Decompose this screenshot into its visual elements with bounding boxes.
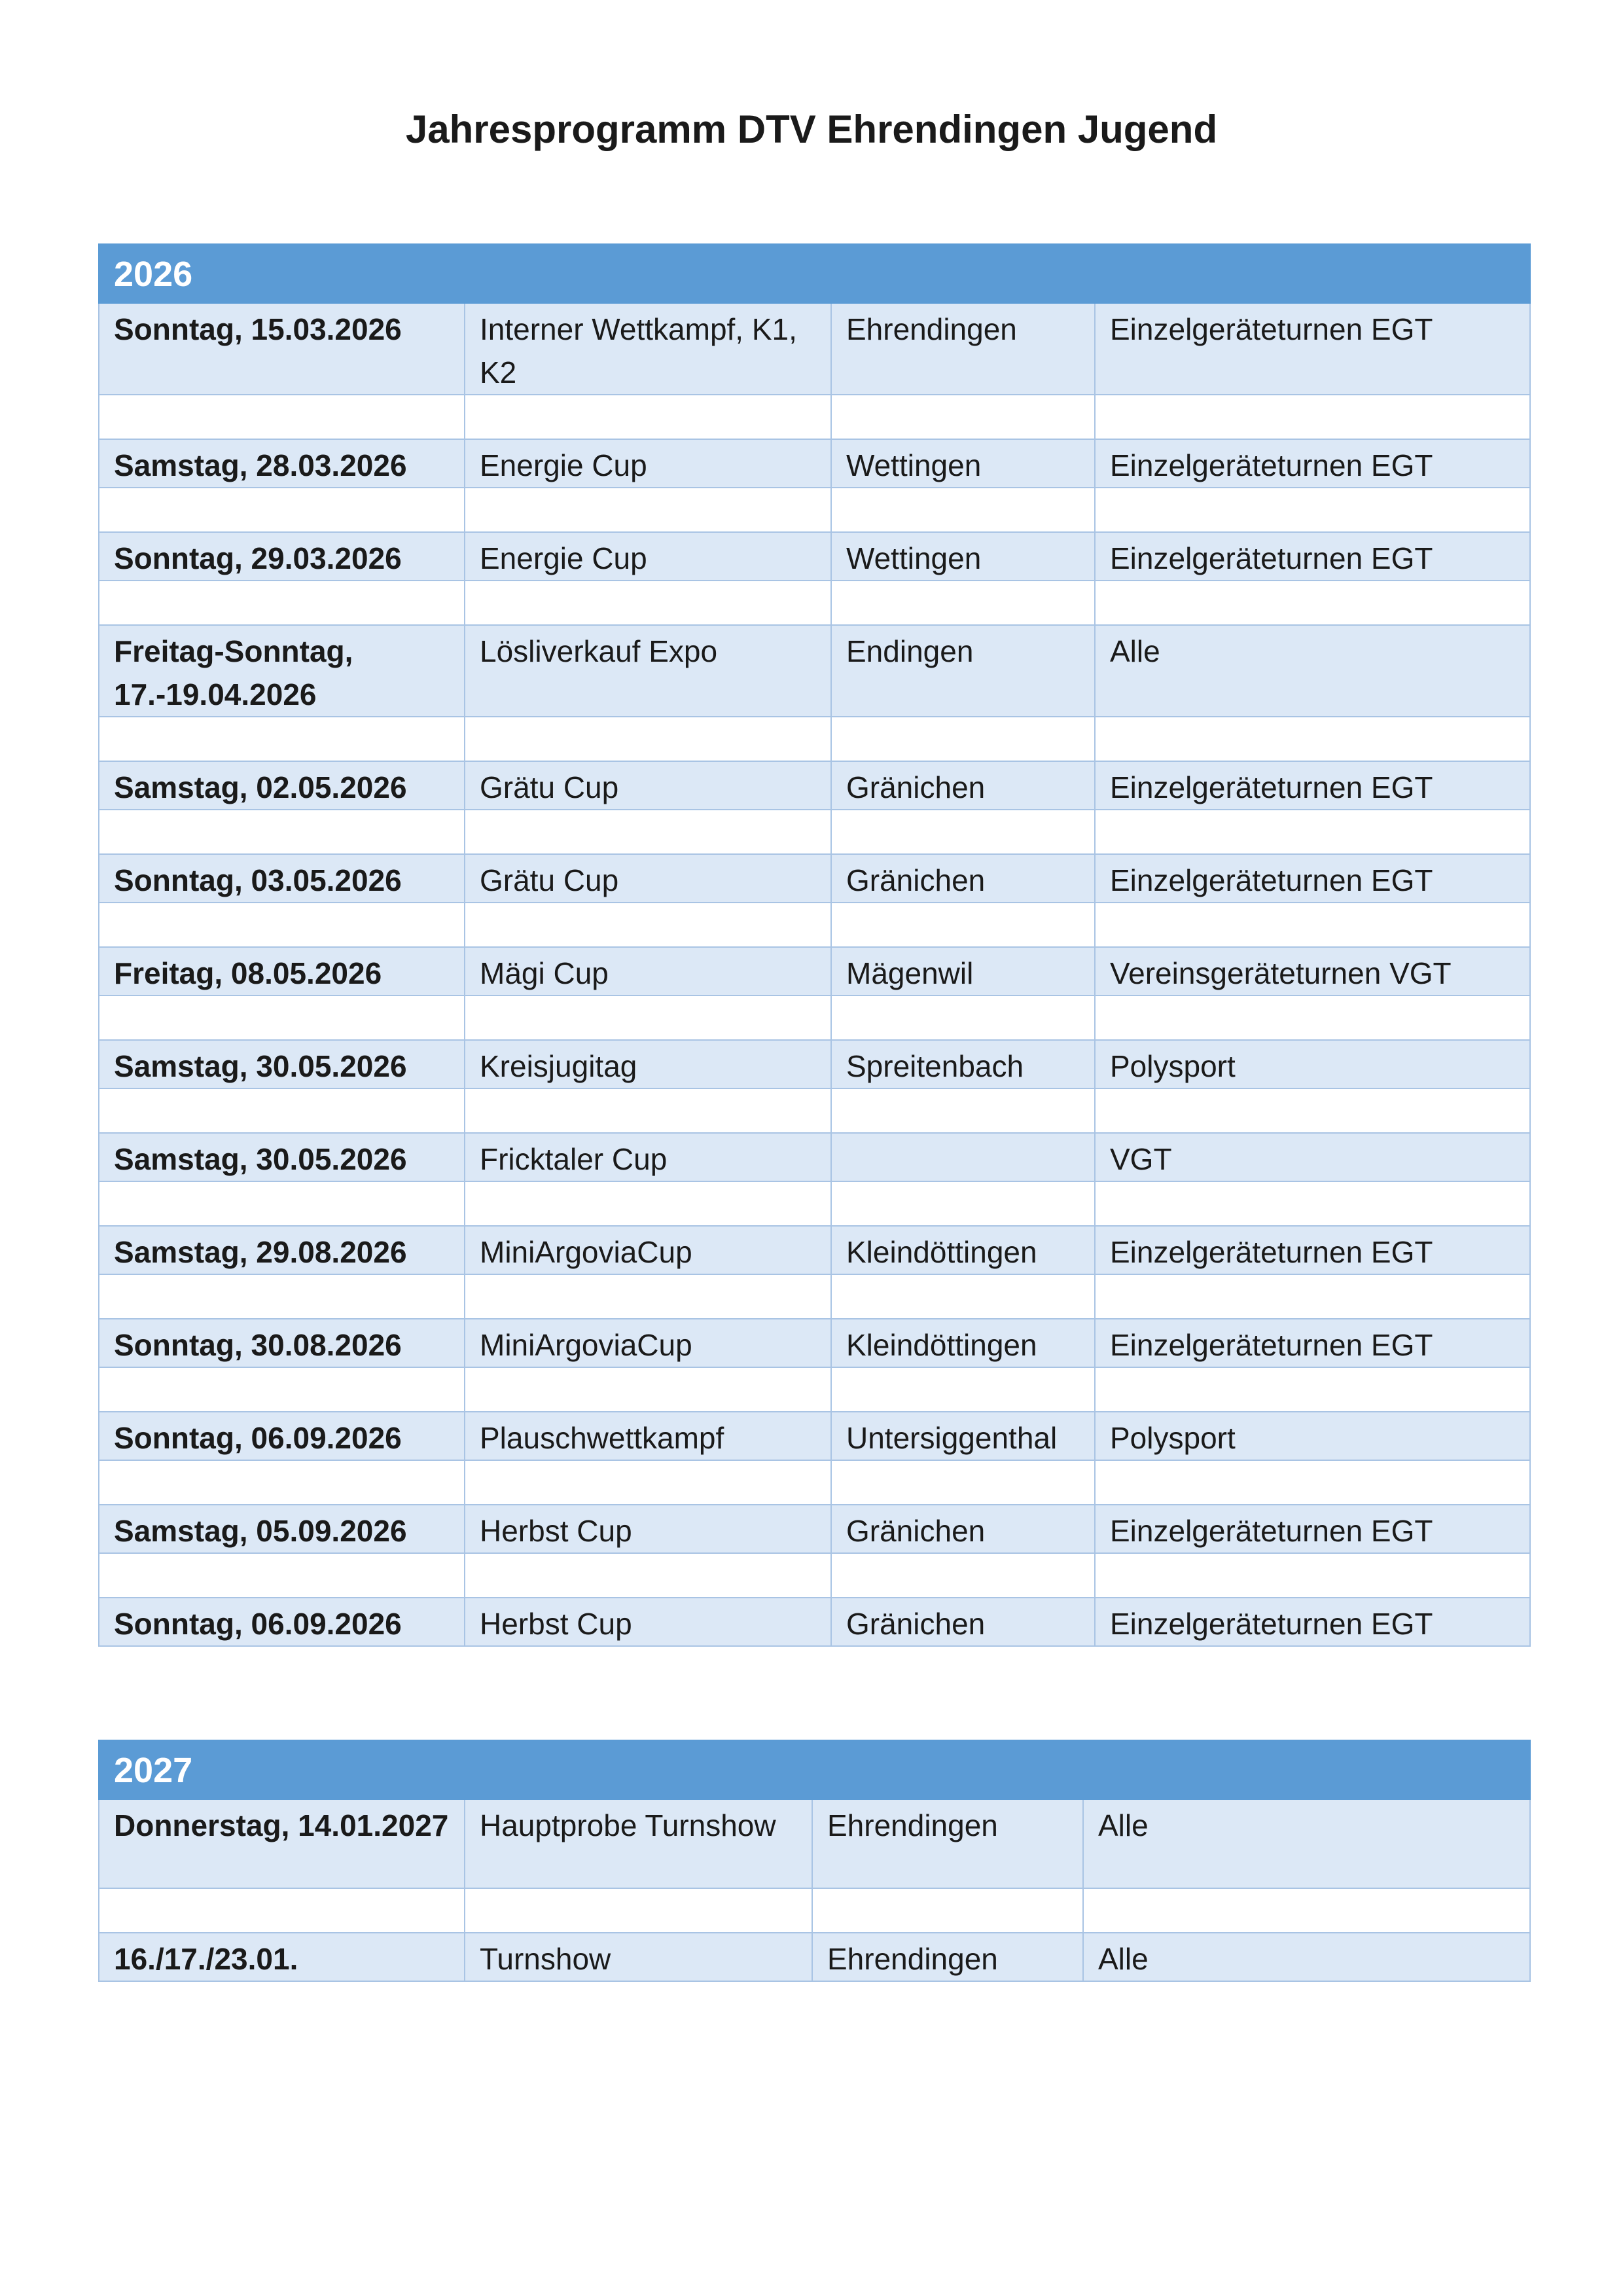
event-date: Freitag-Sonntag, 17.-19.04.2026 <box>99 625 465 717</box>
event-place: Gränichen <box>831 854 1095 903</box>
event-name: Fricktaler Cup <box>465 1133 831 1181</box>
event-category: Alle <box>1083 1799 1530 1888</box>
event-category: Einzelgeräteturnen EGT <box>1095 1598 1530 1646</box>
event-date: 16./17./23.01. <box>99 1933 465 1981</box>
event-name: MiniArgoviaCup <box>465 1319 831 1367</box>
event-name: Lösliverkauf Expo <box>465 625 831 717</box>
event-name: Turnshow <box>465 1933 812 1981</box>
spacer-row <box>99 581 1530 625</box>
event-row <box>99 854 1530 903</box>
event-date: Sonntag, 03.05.2026 <box>99 854 465 903</box>
event-place: Ehrendingen <box>812 1933 1083 1981</box>
event-name: Grätu Cup <box>465 761 831 810</box>
event-date: Sonntag, 06.09.2026 <box>99 1598 465 1646</box>
event-row <box>99 1933 1530 1981</box>
event-row <box>99 1799 1530 1888</box>
event-date: Samstag, 30.05.2026 <box>99 1040 465 1088</box>
event-category: Einzelgeräteturnen EGT <box>1095 1226 1530 1274</box>
event-category: Einzelgeräteturnen EGT <box>1095 532 1530 581</box>
event-place: Ehrendingen <box>812 1799 1083 1888</box>
year-header-row <box>99 244 1530 303</box>
event-date: Samstag, 02.05.2026 <box>99 761 465 810</box>
event-category: Alle <box>1083 1933 1530 1981</box>
event-place: Gränichen <box>831 761 1095 810</box>
event-row <box>99 1412 1530 1460</box>
event-date: Freitag, 08.05.2026 <box>99 947 465 996</box>
event-row <box>99 1319 1530 1367</box>
spacer-row <box>99 395 1530 439</box>
spacer-row <box>99 810 1530 854</box>
event-place <box>831 1133 1095 1181</box>
spacer-row <box>99 717 1530 761</box>
event-place: Kleindöttingen <box>831 1319 1095 1367</box>
event-date: Sonntag, 15.03.2026 <box>99 303 465 395</box>
event-row <box>99 625 1530 717</box>
year-heading: 2026 <box>99 244 1530 303</box>
event-name: MiniArgoviaCup <box>465 1226 831 1274</box>
event-category: Einzelgeräteturnen EGT <box>1095 761 1530 810</box>
event-row <box>99 532 1530 581</box>
spacer-row <box>99 1460 1530 1505</box>
event-row <box>99 439 1530 488</box>
event-date: Sonntag, 30.08.2026 <box>99 1319 465 1367</box>
event-name: Energie Cup <box>465 439 831 488</box>
event-date: Samstag, 29.08.2026 <box>99 1226 465 1274</box>
event-row <box>99 1040 1530 1088</box>
event-category: Vereinsgeräteturnen VGT <box>1095 947 1530 996</box>
event-date: Sonntag, 29.03.2026 <box>99 532 465 581</box>
event-name: Kreisjugitag <box>465 1040 831 1088</box>
spacer-row <box>99 1367 1530 1412</box>
event-place: Wettingen <box>831 439 1095 488</box>
event-category: VGT <box>1095 1133 1530 1181</box>
event-category: Polysport <box>1095 1040 1530 1088</box>
event-category: Einzelgeräteturnen EGT <box>1095 439 1530 488</box>
event-row <box>99 1226 1530 1274</box>
spacer-row <box>99 1553 1530 1598</box>
event-place: Mägenwil <box>831 947 1095 996</box>
event-name: Plauschwettkampf <box>465 1412 831 1460</box>
event-place: Ehrendingen <box>831 303 1095 395</box>
event-place: Gränichen <box>831 1505 1095 1553</box>
event-row <box>99 761 1530 810</box>
event-row <box>99 1133 1530 1181</box>
year-heading: 2027 <box>99 1740 1530 1799</box>
spacer-row <box>99 1274 1530 1319</box>
event-name: Mägi Cup <box>465 947 831 996</box>
event-row <box>99 303 1530 395</box>
event-name: Interner Wettkampf, K1, K2 <box>465 303 831 395</box>
event-name: Energie Cup <box>465 532 831 581</box>
event-category: Einzelgeräteturnen EGT <box>1095 1505 1530 1553</box>
event-place: Gränichen <box>831 1598 1095 1646</box>
event-date: Samstag, 05.09.2026 <box>99 1505 465 1553</box>
event-category: Einzelgeräteturnen EGT <box>1095 303 1530 395</box>
spacer-row <box>99 996 1530 1040</box>
event-row <box>99 1598 1530 1646</box>
event-name: Grätu Cup <box>465 854 831 903</box>
spacer-row <box>99 1888 1530 1933</box>
event-name: Herbst Cup <box>465 1598 831 1646</box>
schedule-table-2027 <box>98 1740 1531 1982</box>
event-category: Einzelgeräteturnen EGT <box>1095 854 1530 903</box>
event-date: Sonntag, 06.09.2026 <box>99 1412 465 1460</box>
event-place: Endingen <box>831 625 1095 717</box>
spacer-row <box>99 1181 1530 1226</box>
event-name: Herbst Cup <box>465 1505 831 1553</box>
event-category: Alle <box>1095 625 1530 717</box>
event-date: Donnerstag, 14.01.2027 <box>99 1799 465 1888</box>
spacer-row <box>99 1088 1530 1133</box>
event-date: Samstag, 30.05.2026 <box>99 1133 465 1181</box>
event-place: Kleindöttingen <box>831 1226 1095 1274</box>
page-title: Jahresprogramm DTV Ehrendingen Jugend <box>405 107 1218 151</box>
schedule-table-2026 <box>98 243 1531 1647</box>
event-place: Wettingen <box>831 532 1095 581</box>
event-place: Spreitenbach <box>831 1040 1095 1088</box>
event-date: Samstag, 28.03.2026 <box>99 439 465 488</box>
event-category: Polysport <box>1095 1412 1530 1460</box>
year-header-row <box>99 1740 1530 1799</box>
spacer-row <box>99 488 1530 532</box>
event-place: Untersiggenthal <box>831 1412 1095 1460</box>
event-name: Hauptprobe Turnshow <box>465 1799 812 1888</box>
event-row <box>99 1505 1530 1553</box>
event-row <box>99 947 1530 996</box>
spacer-row <box>99 903 1530 947</box>
event-category: Einzelgeräteturnen EGT <box>1095 1319 1530 1367</box>
